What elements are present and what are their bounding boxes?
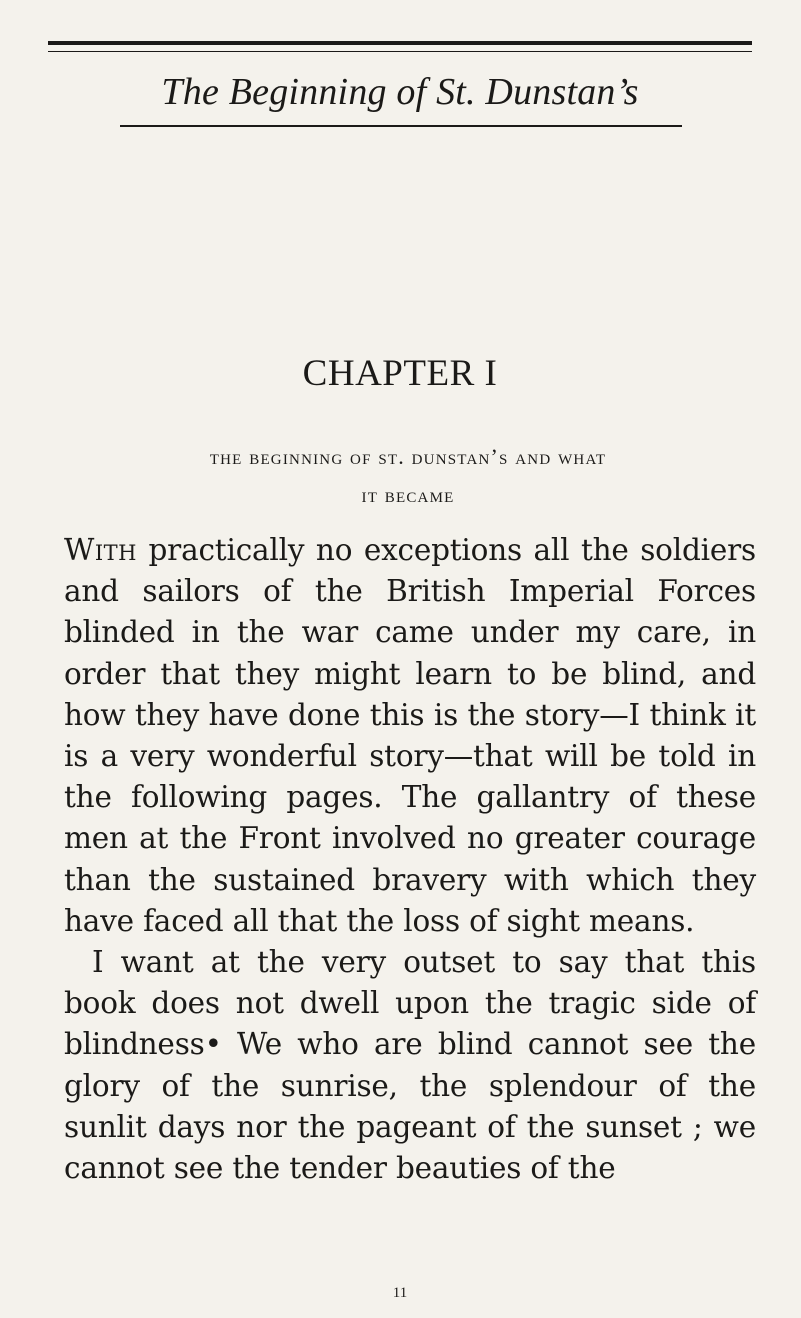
- paragraph-2-text: I want at the very outset to say that this book does not dwell upon the tragic side of blindness• We who are blind cannot see the glory of the sunrise, the splendour of the sunlit days nor the pageant of the sunset ; we cannot see the tender beauties of the: [64, 945, 756, 1186]
- running-title: The Beginning of St. Dunstan’s: [161, 71, 639, 113]
- header-rule-thick: [48, 41, 752, 45]
- chapter-subtitle: [58, 438, 758, 514]
- header-rule-thin: [48, 51, 752, 52]
- paragraph-1-text: practically no exceptions all the soldiers and sailors of the British Imperial Forces blinded in the war came under my care, in order that they might learn to be blind, and how they have done this is the story—I think it is a very wonderful story—that will be told in the following pages. The gallantry of these men at the Front involved no greater courage than the sustained bravery with which they have faced all that the loss of sight means.: [64, 533, 756, 938]
- paragraph-1: [64, 530, 756, 942]
- page-number: 11: [392, 1285, 408, 1301]
- chapter-heading: CHAPTER I: [302, 353, 498, 394]
- paragraph-1-lead-word: With: [64, 533, 137, 567]
- running-title-underline: [120, 125, 682, 127]
- chapter-subtitle-line-2: it became: [361, 482, 455, 507]
- body-text: [64, 530, 756, 1189]
- chapter-subtitle-line-1: the beginning of st. dunstan’s and what: [209, 444, 607, 469]
- paragraph-2: [64, 942, 756, 1189]
